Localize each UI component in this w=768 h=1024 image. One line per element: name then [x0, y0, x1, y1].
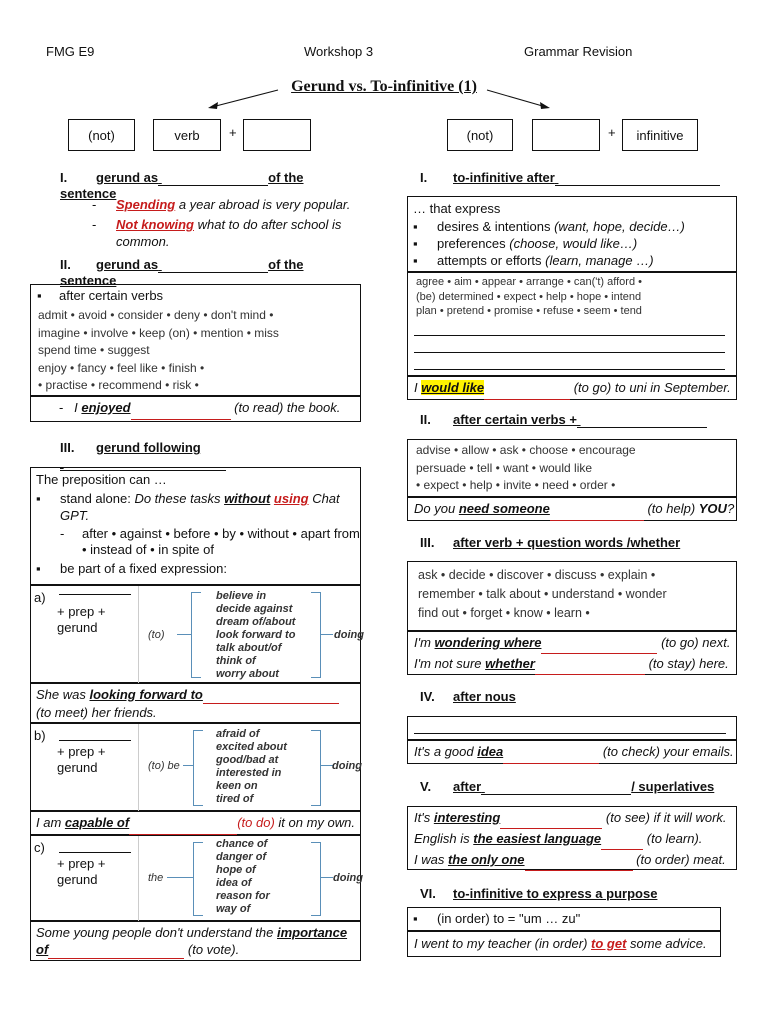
left-s2-example-box: - I enjoyed (to read) the book.: [30, 396, 361, 422]
left-b-box: b) + prep + gerund (to) be afraid of excited about good/bad at interested in keen on tired of doing: [30, 723, 361, 811]
formula-verb-box: verb: [153, 119, 221, 151]
left-a-box: a) + prep + gerund (to) believe in decide against dream of/about look forward to talk about/of think of worry about doing: [30, 585, 361, 683]
topic-label: Grammar Revision: [524, 44, 633, 59]
formula-empty-box: [243, 119, 311, 151]
right-s6-purpose-box: ▪ (in order) to = "um … zu": [407, 907, 721, 931]
right-s5-example-box: It's interesting (to see) if it will work. English is the easiest language (to learn). I was the only one (to order) meat.: [407, 806, 737, 870]
left-section-3-heading: III. gerund following: [60, 440, 360, 471]
right-section-2-heading: II. after certain verbs +: [420, 412, 720, 428]
right-section-1-heading: I. to-infinitive after: [420, 170, 720, 186]
right-s3-verb-box: ask • decide • discover • discuss • explain • remember • talk about • understand • wonder find out • forget • know • learn •: [407, 561, 737, 631]
left-s2-word-list: admit • avoid • consider • deny • don't mind • imagine • involve • keep (on) • mention • miss spend time • suggest enjoy • fancy • feel like • finish • • practise • recommend • risk •: [38, 308, 279, 392]
formula-plus: +: [229, 125, 237, 140]
right-s3-example-box: I'm wondering where (to go) next. I'm not sure whether (to stay) here.: [407, 631, 737, 675]
right-s2-verb-box: advise • allow • ask • choose • encourage persuade • tell • want • would like • expect • help • invite • need • order •: [407, 439, 737, 497]
left-c-box: c) + prep + gerund the chance of danger of hope of idea of reason for way of doing: [30, 835, 361, 921]
left-s2-verb-box: ▪ after certain verbs admit • avoid • consider • deny • don't mind • imagine • involve • keep (on) • mention • miss spend time • suggest enjoy • fancy • feel like • finish • • practise • recommend • risk •: [30, 284, 361, 396]
title-arrows: [0, 0, 768, 120]
page-title: Gerund vs. To-infinitive (1): [291, 78, 477, 95]
right-section-6-heading: VI. to-infinitive to express a purpose: [420, 886, 658, 901]
formula-empty-box-right: [532, 119, 600, 151]
left-section-2-heading: II. gerund as of the sentence: [60, 257, 304, 288]
left-b-example-box: I am capable of (to do) it on my own.: [30, 811, 361, 835]
right-s2-example-box: Do you need someone (to help) YOU?: [407, 497, 737, 521]
formula-not-box-right: (not): [447, 119, 513, 151]
right-s4-example-box: It's a good idea (to check) your emails.: [407, 740, 737, 764]
right-s1-example-box: I would like (to go) to uni in September.: [407, 376, 737, 400]
left-section-1-heading: I. gerund as of the sentence: [60, 170, 304, 201]
right-s6-example-box: I went to my teacher (in order) to get some advice.: [407, 931, 721, 957]
formula-infinitive-box: infinitive: [622, 119, 698, 151]
formula-not-box: (not): [68, 119, 135, 151]
left-s3-intro: The preposition can …: [36, 472, 167, 487]
left-a-example-box: She was looking forward to (to meet) her friends.: [30, 683, 361, 723]
right-section-4-heading: IV. after nous: [420, 689, 516, 704]
workshop-label: Workshop 3: [304, 44, 374, 59]
left-s1-example-2: - Not knowing what to do after school is common.: [92, 217, 342, 249]
right-s4-blank-box: [407, 716, 737, 740]
formula-plus-right: +: [608, 125, 616, 140]
right-s1-verb-box: agree • aim • appear • arrange • can('t) afford • (be) determined • expect • help • hope • intend plan • pretend • promise • refuse • seem • tend: [407, 272, 737, 376]
right-s1-express-box: … that express ▪ desires & intentions (want, hope, decide…) ▪ preferences (choose, would like…) ▪ attempts or efforts (learn, manage …): [407, 196, 737, 272]
left-c-example-box: Some young people don't understand the importance of (to vote).: [30, 921, 361, 961]
right-section-5-heading: V. after / superlatives: [420, 779, 715, 794]
left-s3-preposition-box: The preposition can … ▪ stand alone: Do these tasks without using Chat GPT. - after • against • before • by • without • apart from • instead of • in spite of ▪ be part of a fixed expression:: [30, 467, 361, 585]
course-code: FMG E9: [46, 44, 95, 59]
left-s1-example-1: - Spending a year abroad is very popular.: [92, 197, 351, 212]
right-section-3-heading: III. after verb + question words /whether: [420, 535, 681, 550]
